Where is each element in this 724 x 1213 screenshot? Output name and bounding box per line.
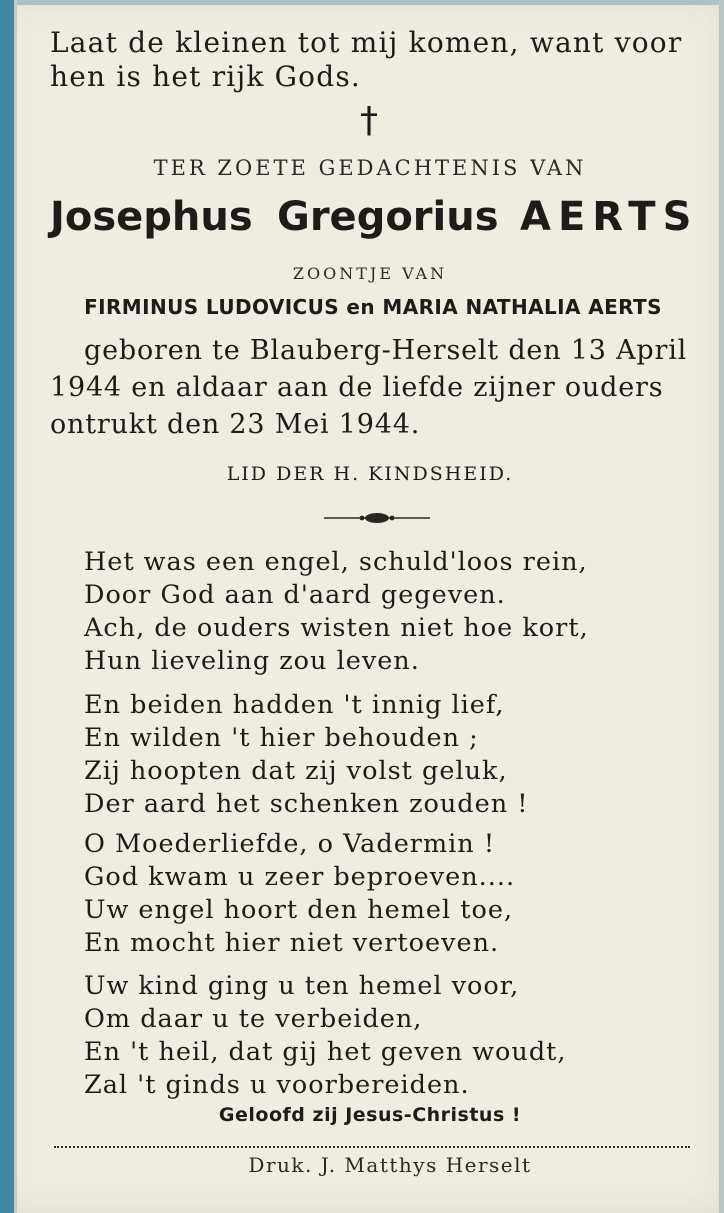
poem-line-11: Uw engel hoort den hemel toe, <box>84 895 514 925</box>
deceased-surname: AERTS <box>520 194 699 240</box>
relation-label: ZOONTJE VAN <box>292 264 448 283</box>
poem-line-2: Door God aan d'aard gegeven. <box>84 580 506 610</box>
dotted-divider <box>54 1146 690 1148</box>
poem-line-5: En beiden hadden 't innig lief, <box>84 690 505 720</box>
parents-names: FIRMINUS LUDOVICUS en MARIA NATHALIA AERTS <box>84 295 662 319</box>
poem-line-8: Der aard het schenken zouden ! <box>84 789 529 819</box>
poem-line-4: Hun lieveling zou leven. <box>84 646 420 676</box>
bio-line-1: geboren te Blauberg-Herselt den 13 April <box>84 335 688 366</box>
deceased-first-name: Josephus <box>50 194 253 240</box>
printer-credit: Druk. J. Matthys Herselt <box>248 1153 532 1177</box>
cross-icon: † <box>360 100 378 141</box>
memory-heading: TER ZOETE GEDACHTENIS VAN <box>153 156 587 180</box>
deceased-middle-name: Gregorius <box>277 194 499 240</box>
poem-line-1: Het was een engel, schuld'loos rein, <box>84 547 588 577</box>
bible-verse-line-2: hen is het rijk Gods. <box>50 60 362 93</box>
poem-line-10: God kwam u zeer beproeven.... <box>84 862 516 892</box>
ornament-divider <box>322 508 432 528</box>
poem-line-13: Uw kind ging u ten hemel voor, <box>84 971 520 1001</box>
bible-verse-line-1: Laat de kleinen tot mij komen, want voor <box>50 26 683 59</box>
poem-line-3: Ach, de ouders wisten niet hoe kort, <box>84 613 589 643</box>
poem-line-14: Om daar u te verbeiden, <box>84 1004 423 1034</box>
card-edge-right <box>719 0 724 1213</box>
poem-line-16: Zal 't ginds u voorbereiden. <box>84 1070 470 1100</box>
bio-line-2: 1944 en aldaar aan de liefde zijner ouders <box>50 372 664 403</box>
poem-line-7: Zij hoopten dat zij volst geluk, <box>84 756 508 786</box>
card-edge-top <box>14 0 719 5</box>
poem-line-6: En wilden 't hier behouden ; <box>84 723 479 753</box>
membership-line: LID DER H. KINDSHEID. <box>226 463 514 485</box>
poem-line-9: O Moederliefde, o Vadermin ! <box>84 829 496 859</box>
poem-line-12: En mocht hier niet vertoeven. <box>84 928 500 958</box>
poem-line-15: En 't heil, dat gij het geven woudt, <box>84 1037 567 1067</box>
closing-prayer: Geloofd zij Jesus-Christus ! <box>218 1104 522 1126</box>
bio-line-3: ontrukt den 23 Mei 1944. <box>50 409 421 440</box>
card-edge-left <box>0 0 14 1213</box>
